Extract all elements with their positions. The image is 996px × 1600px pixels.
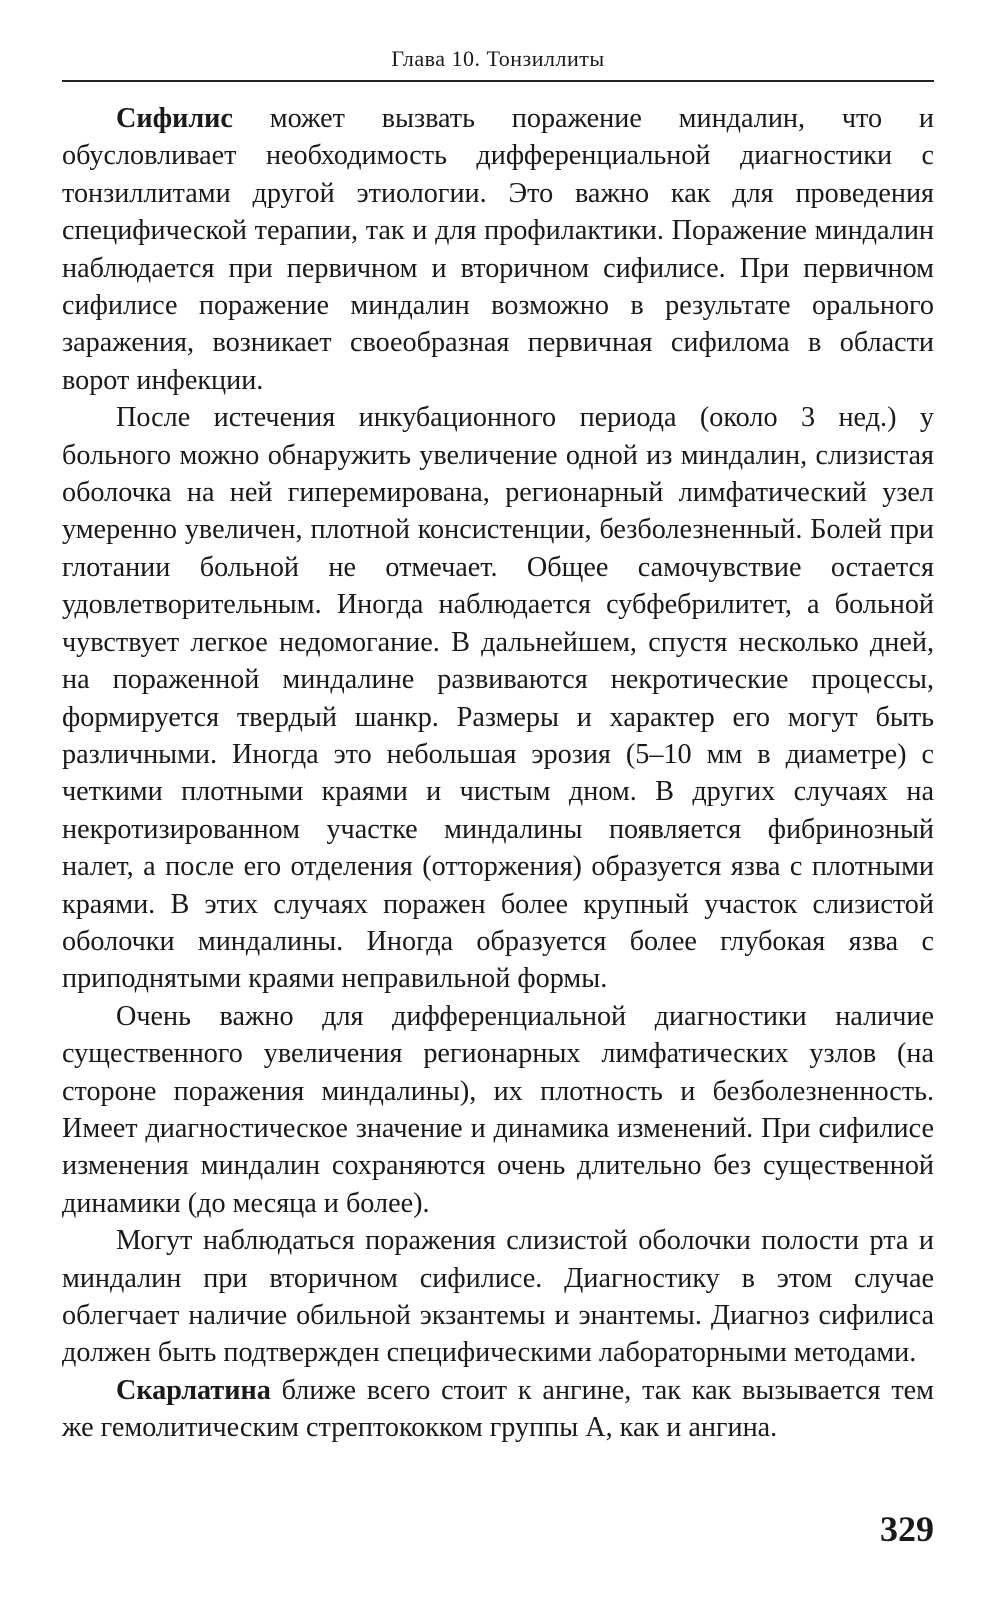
paragraph-secondary [62,1222,934,1372]
paragraph-text: ближе всего стоит к ангине, так как вызывается тем же гемолитическим стрептококком группы А, как и ангина. [62,1374,934,1444]
paragraph-scarlet-fever [62,1372,934,1447]
paragraph-differential [62,998,934,1222]
paragraph-text: После истечения инкубационного периода (около 3 нед.) у больного можно обнаружить увеличение одной из миндалин, слизистая оболочка на ней гиперемирована, регионарный лимфатический узел умеренно увеличен, плотной консистенции, безболезненный. Болей при глотании больной не отмечает. Общее самочувствие остается удовлетворительным. Иногда наблюдается субфебрилитет, а больной чувствует легкое недомогание. В дальнейшем, спустя несколько дней, на пораженной миндалине развиваются некротические процессы, формируется твердый шанкр. Размеры и характер его могут быть различными. Иногда это небольшая эрозия (5–10 мм в диаметре) с четкими плотными краями и чистым дном. В других случаях на некротизированном участке миндалины появляется фибринозный налет, а после его отделения (отторжения) образуется язва с плотными краями. В этих случаях поражен более крупный участок слизистой оболочки миндалины. Иногда образуется более глубокая язва с приподнятыми краями неправильной формы. [62,402,934,995]
paragraph-text: Очень важно для дифференциальной диагностики наличие существенного увеличения регионарных лимфатических узлов (на стороне поражения миндалины), их плотность и безболезненность. Имеет диагностическое значение и динамика изменений. При сифилисе изменения миндалин сохраняются очень длительно без существенной динамики (до месяца и более). [62,1000,934,1219]
paragraph-text: Могут наблюдаться поражения слизистой оболочки полости рта и миндалин при вторичном сифилисе. Диагностику в этом случае облегчает наличие обильной экзантемы и энантемы. Диагноз сифилиса должен быть подтвержден специфическими лабораторными методами. [62,1225,934,1369]
term-scarlet-fever: Скарлатина [116,1374,271,1406]
paragraph-syphilis-intro [62,100,934,399]
term-syphilis: Сифилис [116,103,233,134]
header-rule [62,80,934,82]
paragraph-incubation [62,399,934,998]
paragraph-text: может вызвать поражение миндалин, что и обусловливает необходимость дифференциальной диагностики с тонзиллитами другой этиологии. Это важно как для проведения специфической терапии, так и для профилактики. Поражение миндалин наблюдается при первичном и вторичном сифилисе. При первичном сифилисе поражение миндалин возможно в результате орального заражения, возникает своеобразная первичная сифилома в области ворот инфекции. [62,103,934,396]
page-body [62,100,934,1447]
running-title: Глава 10. Тонзиллиты [391,46,605,71]
page-number: 329 [880,1509,934,1549]
running-header [62,38,934,82]
